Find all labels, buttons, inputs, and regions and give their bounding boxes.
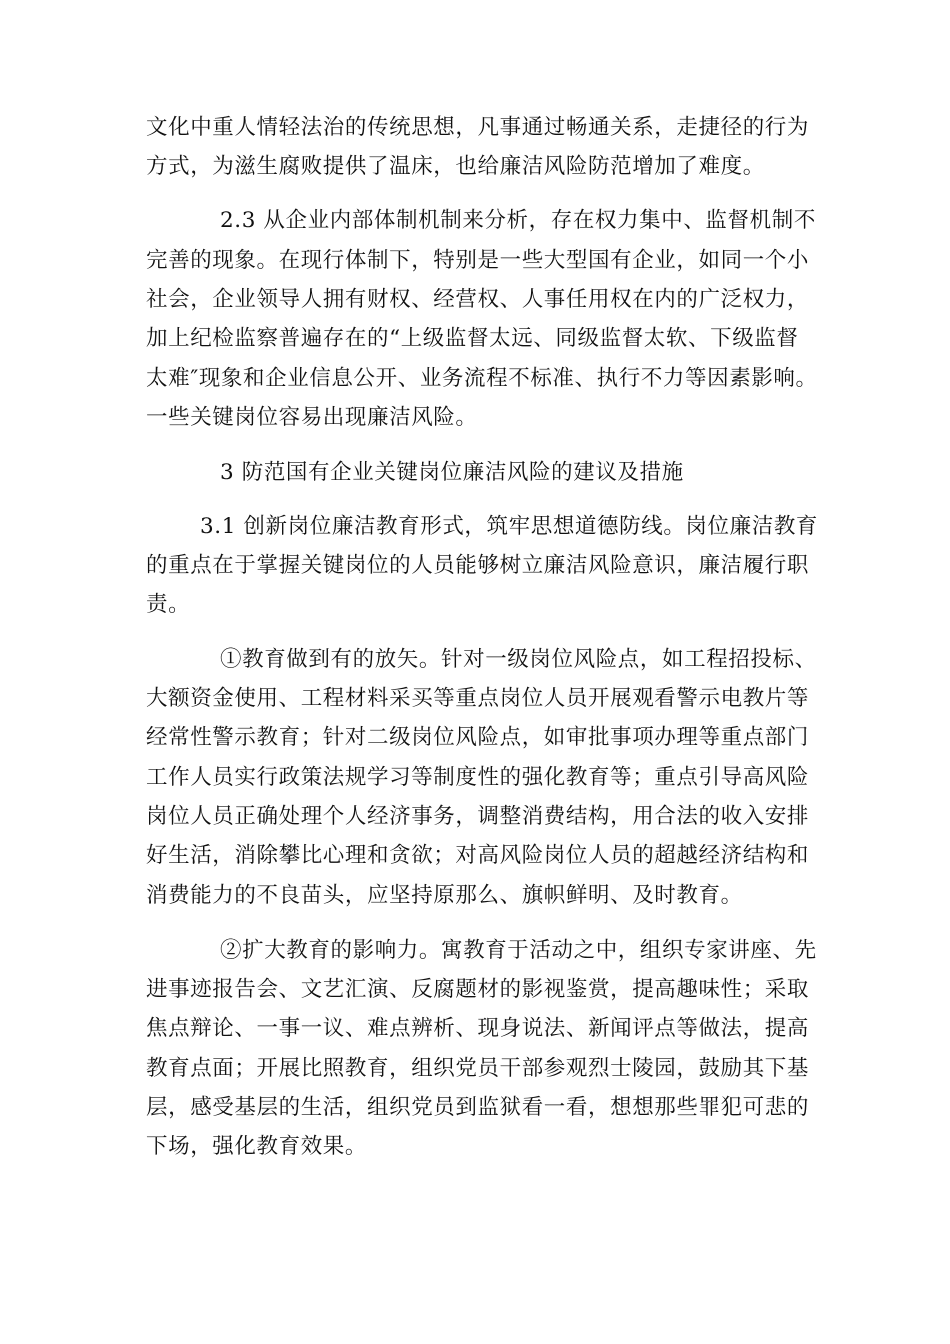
text-line: ①教育做到有的放矢。针对一级岗位风险点，如工程招投标、: [220, 647, 817, 672]
text-line: 教育点面；开展比照教育，组织党员干部参观烈士陵园，鼓励其下基: [146, 1056, 810, 1081]
text-line: 岗位人员正确处理个人经济事务，调整消费结构，用合法的收入安排: [146, 804, 810, 829]
text-line: 2.3 从企业内部体制机制来分析，存在权力集中、监督机制不: [220, 208, 816, 233]
text-line: 进事迹报告会、文艺汇演、反腐题材的影视鉴赏，提高趣味性；采取: [146, 977, 810, 1002]
text-line: 完善的现象。在现行体制下，特别是一些大型国有企业，如同一个小: [146, 248, 810, 273]
text-line: 太难″现象和企业信息公开、业务流程不标准、执行不力等因素影响。: [146, 366, 818, 391]
text-line: 好生活，消除攀比心理和贪欲；对高风险岗位人员的超越经济结构和: [146, 843, 810, 868]
text-line: 层，感受基层的生活，组织党员到监狱看一看，想想那些罪犯可悲的: [146, 1095, 810, 1120]
text-line: ②扩大教育的影响力。寓教育于活动之中，组织专家讲座、先: [220, 938, 817, 963]
text-line: 的重点在于掌握关键岗位的人员能够树立廉洁风险意识，廉洁履行职: [146, 553, 810, 578]
text-line: 加上纪检监察普遍存在的“上级监督太远、同级监督太软、下级监督: [146, 326, 799, 351]
heading-text: 3 防范国有企业关键岗位廉洁风险的建议及措施: [220, 460, 684, 485]
text-line: 3.1 创新岗位廉洁教育形式，筑牢思想道德防线。岗位廉洁教育: [200, 514, 819, 539]
text-line: 焦点辩论、一事一议、难点辨析、现身说法、新闻评点等做法，提高: [146, 1016, 810, 1041]
text-line: 下场，强化教育效果。: [146, 1134, 368, 1159]
text-line: 责。: [146, 592, 191, 617]
text-line: 文化中重人情轻法治的传统思想，凡事通过畅通关系，走捷径的行为: [146, 115, 810, 140]
text-line: 大额资金使用、工程材料采买等重点岗位人员开展观看警示电教片等: [146, 686, 810, 711]
text-line: 经常性警示教育；针对二级岗位风险点，如审批事项办理等重点部门: [146, 725, 810, 750]
text-line: 一些关键岗位容易出现廉洁风险。: [146, 405, 478, 430]
text-line: 社会，企业领导人拥有财权、经营权、人事任用权在内的广泛权力，: [146, 287, 810, 312]
text-line: 消费能力的不良苗头，应坚持原那么、旗帜鲜明、及时教育。: [146, 883, 743, 908]
text-line: 方式，为滋生腐败提供了温床，也给廉洁风险防范增加了难度。: [146, 154, 765, 179]
text-line: 工作人员实行政策法规学习等制度性的强化教育等；重点引导高风险: [146, 765, 810, 790]
